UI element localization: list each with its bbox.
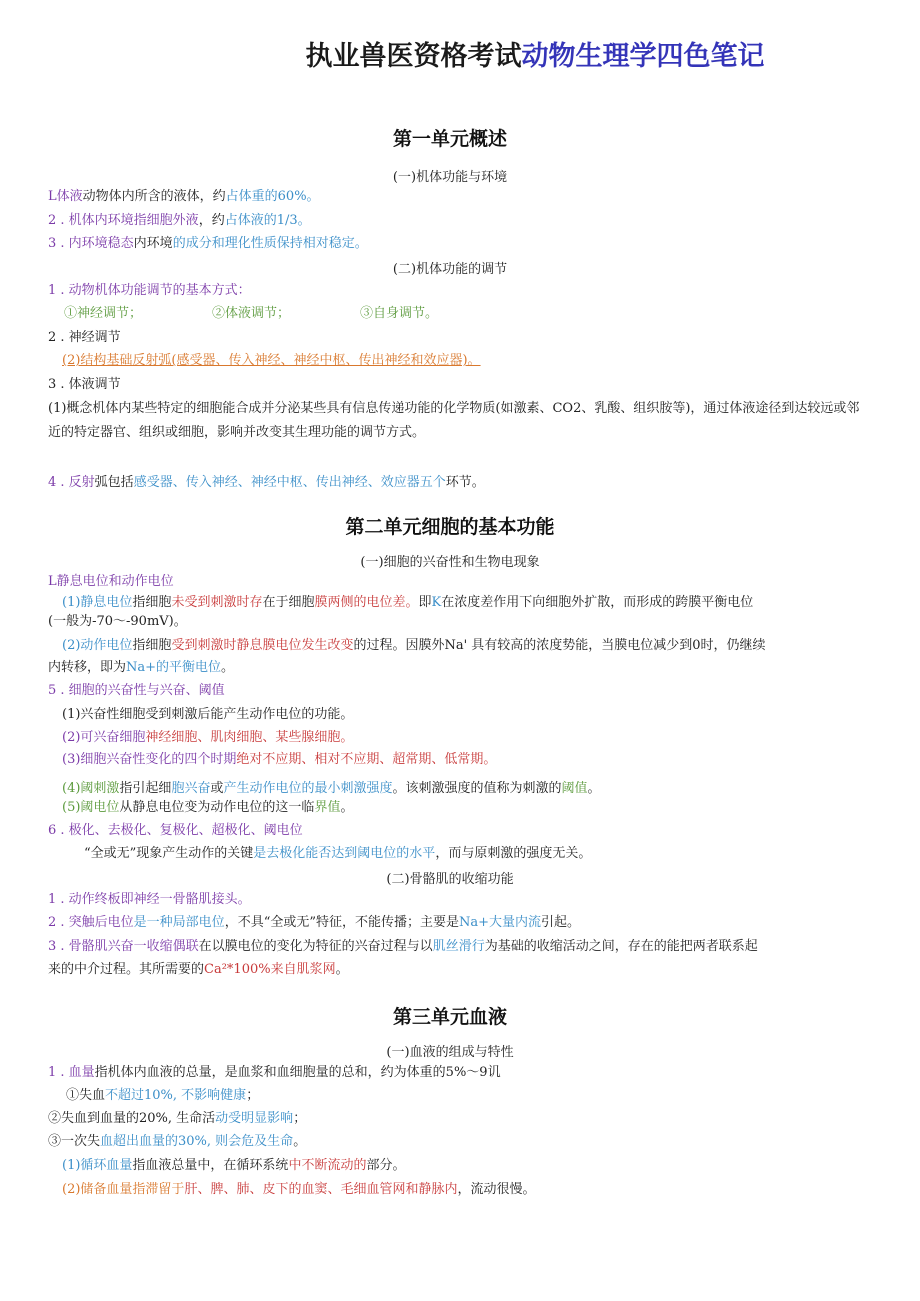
unit1-s2-line3: 2 . 神经调节 [48,330,121,345]
unit2-s1-line11: (5)阈电位从静息电位变为动作电位的这一临界值。 [62,800,354,815]
document-title: 执业兽医资格考试动物生理学四色笔记 [305,41,765,72]
unit1-s1-line1: L体液动物体内所含的液体，约占体重的60%。 [48,189,320,204]
unit2-s1-line12: 6 . 极化、去极化、复极化、超极化、阈电位 [48,823,303,838]
unit2-s1-line4: (2)动作电位指细胞受到刺激时静息膜电位发生改变的过程。因膜外Na' 具有较高的浓度势能，当膜电位减少到0时，仍继续 [62,638,766,653]
unit2-section1-heading: (一)细胞的兴奋性和生物电现象 [360,555,540,570]
unit1-s2-line4: (2)结构基础反射弧(感受器、传入神经、神经中枢、传出神经和效应器)。 [62,353,481,368]
unit1-section1-heading: (一)机体功能与环境 [392,170,508,185]
unit2-s1-line7: (1)兴奋性细胞受到刺激后能产生动作电位的功能。 [62,707,354,722]
unit2-s1-line1: L静息电位和动作电位 [48,574,174,589]
unit3-section1-heading: (一)血液的组成与特性 [386,1045,514,1060]
unit1-s1-line3: 3 . 内环境稳态内环境的成分和理化性质保持相对稳定。 [48,236,368,251]
unit2-s1-line6: 5 . 细胞的兴奋性与兴奋、阈值 [48,683,225,698]
unit2-s2-line3: 3 . 骨骼肌兴奋一收缩偶联在以膜电位的变化为特征的兴奋过程与以肌丝滑行为基础的收缩活动之间，存在的能把两者联系起 [48,939,758,954]
unit3-s1-line3: ②失血到血量的20%, 生命活动受明显影响； [48,1111,307,1126]
unit2-s1-line9: (3)细胞兴奋性变化的四个时期绝对不应期、相对不应期、超常期、低常期。 [62,752,497,767]
unit3-heading: 第三单元血液 [392,1006,507,1028]
unit1-section2-heading: (二)机体功能的调节 [392,262,508,277]
unit2-s1-line10: (4)阈刺激指引起细胞兴奋或产生动作电位的最小刺激强度。该刺激强度的值称为刺激的阈值。 [62,781,601,796]
unit3-s1-line6: (2)储备血量指滞留于肝、脾、肺、皮下的血窦、毛细血管网和静脉内，流动很慢。 [62,1182,536,1197]
unit2-s2-line4: 来的中介过程。其所需要的Ca²*100%来自肌浆网。 [48,962,349,977]
unit1-s1-line2: 2 . 机体内环境指细胞外液，约占体液的1/3。 [48,213,311,228]
unit3-s1-line2: ①失血不超过10%, 不影响健康； [66,1088,260,1103]
unit2-s1-line8: (2)可兴奋细胞神经细胞、肌肉细胞、某些腺细胞。 [62,730,354,745]
unit2-heading: 第二单元细胞的基本功能 [345,516,555,538]
unit1-s2-line1: 1 . 动物机体功能调节的基本方式： [48,283,251,298]
unit2-s2-line1: 1 . 动作终板即神经一骨骼肌接头。 [48,892,251,907]
unit1-s2-line2: ①神经调节； ②体液调节； ③自身调节。 [64,306,439,321]
unit2-s1-line3: (一般为-70～-90mV)。 [48,614,187,629]
unit2-s1-line13: “全或无”现象产生动作的关键是去极化能否达到阈电位的水平，而与原刺激的强度无关。 [84,846,592,861]
unit3-s1-line5: (1)循环血量指血液总量中，在循环系统中不断流动的部分。 [62,1158,406,1173]
unit2-s1-line2: (1)静息电位指细胞未受到刺激时存在于细胞膜两侧的电位差。即K在浓度差作用下向细胞外扩散，而形成的跨膜平衡电位 [62,595,754,610]
unit3-s1-line4: ③一次失血超出血量的30%, 则会危及生命。 [48,1134,307,1149]
unit1-heading: 第一单元概述 [392,128,507,150]
unit1-s2-line5: 3 . 体液调节 [48,377,121,392]
unit1-s2-line7: 4 . 反射弧包括感受器、传入神经、神经中枢、传出神经、效应器五个环节。 [48,475,485,490]
unit2-section2-heading: (二)骨骼肌的收缩功能 [386,872,514,887]
unit2-s1-line5: 内转移，即为Na+的平衡电位。 [48,660,235,675]
unit2-s2-line2: 2 . 突触后电位是一种局部电位，不具“全或无”特征，不能传播；主要是Na+大量内流引起。 [48,915,581,930]
unit1-s2-paragraph: (1)概念机体内某些特定的细胞能合成并分泌某些具有信息传递功能的化学物质(如激素、CO2、乳酸、组织胺等)，通过体液途径到达较远或邻近的特定器官、组织或细胞，影响并改变其生理功能的调节方式。 [48,401,860,440]
unit3-s1-line1: 1 . 血量指机体内血液的总量，是血浆和血细胞量的总和，约为体重的5%～9讥 [48,1065,501,1080]
